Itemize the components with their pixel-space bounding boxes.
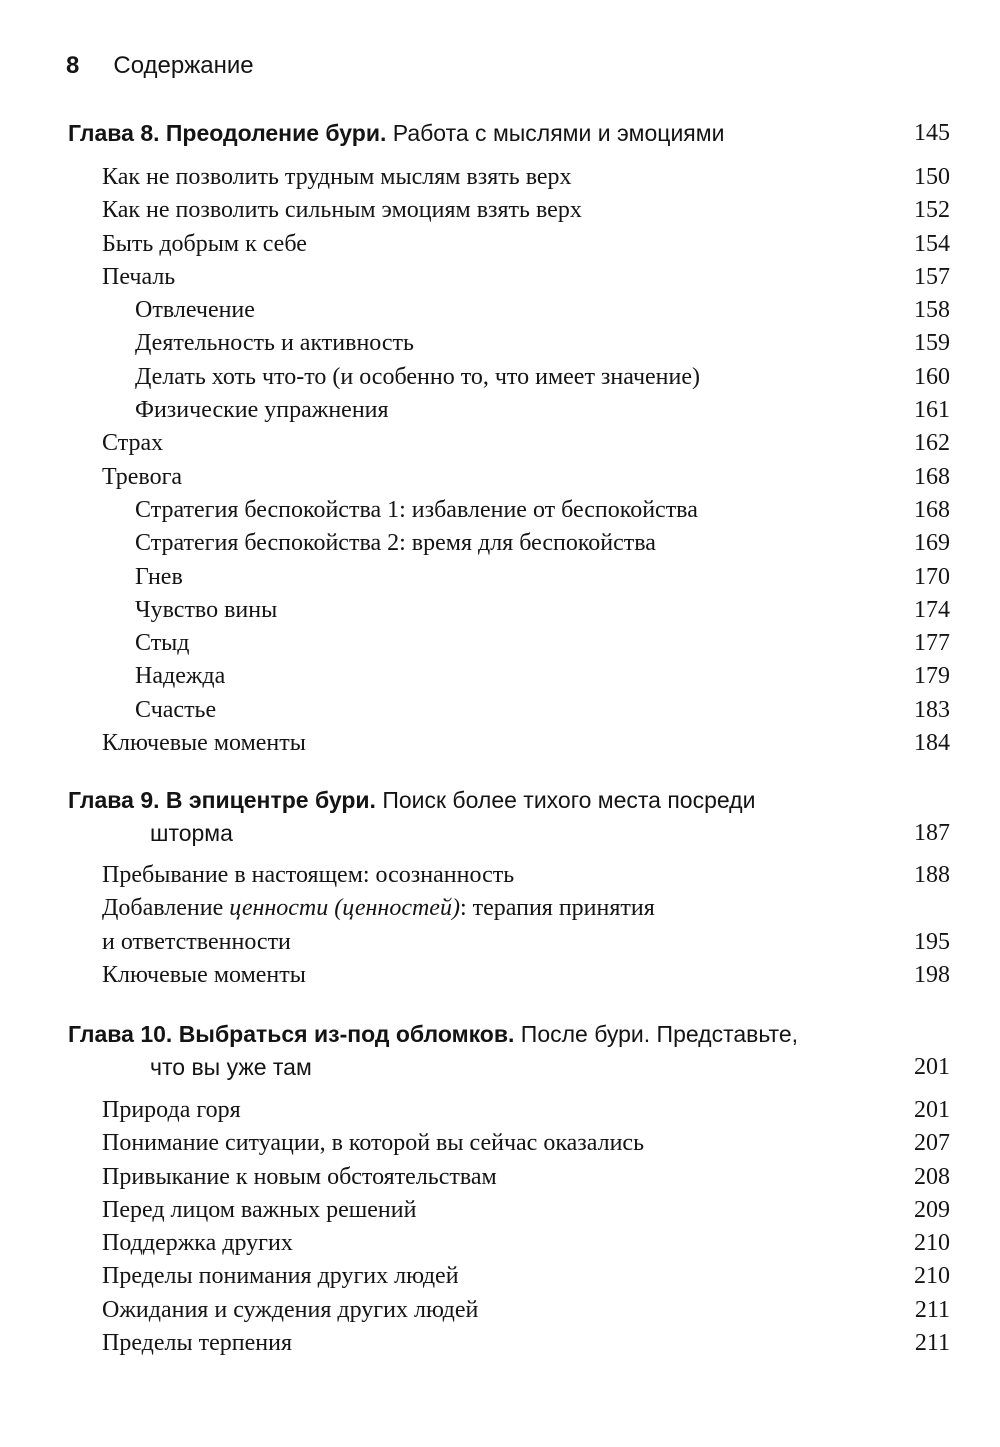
entry-title: Делать хоть что-то (и особенно то, что имеет значение) [135,363,700,390]
toc-entry [102,892,950,925]
entry-page-number: 159 [914,330,950,357]
entry-title: Как не позволить сильным эмоциям взять верх [102,197,582,224]
entry-title: Понимание ситуации, в которой вы сейчас оказались [102,1130,645,1157]
chapter-title: В эпицентре бури. [165,787,376,813]
entry-title: Ключевые моменты [102,961,306,988]
entry-title: Пределы понимания других людей [102,1263,459,1290]
entry-page-number: 150 [914,164,950,190]
entry-page-number: 211 [914,1296,950,1323]
entry-title: Природа горя [102,1097,241,1123]
chapter-label: Глава 9. [68,787,160,813]
entry-page-number: 168 [914,496,950,523]
entry-title-part: : терапия принятия [459,895,655,922]
entry-page-number: 161 [914,397,950,424]
toc-subentry [102,294,950,327]
chapter-heading-line [68,1018,950,1051]
chapter-label: Глава 8. [68,120,160,146]
entry-page-number: 158 [914,297,950,324]
chapter-page-number: 187 [914,820,950,846]
running-header [66,50,254,82]
chapter-10-entries [102,1094,950,1360]
toc-entry [102,727,950,760]
chapter-label: Глава 10. [68,1021,173,1047]
entry-title: Стратегия беспокойства 1: избавление от беспокойства [135,496,698,523]
entry-title: Гнев [135,563,183,590]
toc-subentry [102,361,950,394]
toc-entry [102,228,950,261]
toc-subentry [102,594,950,627]
entry-title: Страх [102,430,164,457]
toc-entry [102,427,950,460]
entry-page-number: 169 [914,530,950,557]
entry-page-number: 160 [914,363,950,390]
chapter-title: Преодоление бури. [165,120,387,146]
chapter-heading-line [68,784,950,817]
entry-title: Быть добрым к себе [102,230,307,257]
chapter-heading-line [68,117,950,150]
chapter-8-entries [102,161,950,760]
chapter-subtitle-continued: что вы уже там [150,1054,312,1080]
entry-page-number: 157 [914,263,950,290]
toc-entry [102,1227,950,1260]
entry-page-number: 210 [914,1230,950,1257]
chapter-10-heading [68,1018,950,1084]
entry-title: Надежда [135,663,226,690]
toc-entry [102,261,950,294]
entry-title: Стратегия беспокойства 2: время для беспокойства [135,530,656,557]
entry-title: Отвлечение [135,297,255,324]
entry-page-number: 208 [914,1163,950,1190]
entry-page-number: 152 [914,197,950,224]
entry-title: Пределы терпения [102,1330,292,1357]
entry-title: Печаль [102,263,176,290]
toc-entry [102,1094,950,1127]
entry-title: Стыд [135,630,190,657]
toc-subentry [102,694,950,727]
toc-entry [102,926,950,959]
entry-title: Ключевые моменты [102,730,306,757]
entry-title: Как не позволить трудным мыслям взять верх [102,164,572,190]
chapter-subtitle: Поиск более тихого места посреди [382,787,756,813]
entry-title: Тревога [102,463,183,490]
toc-entry [102,1260,950,1293]
entry-page-number: 162 [914,430,950,457]
entry-title: Деятельность и активность [135,330,414,357]
chapter-page-number: 201 [914,1054,950,1080]
entry-page-number: 195 [914,928,950,955]
entry-title: Поддержка других [102,1230,293,1257]
entry-title: Физические упражнения [135,397,389,424]
toc-entry [102,194,950,227]
toc-entry [102,461,950,494]
entry-page-number: 198 [914,961,950,988]
running-title: Содержание [113,52,254,79]
chapter-subtitle-continued: шторма [150,820,233,846]
toc-subentry [102,327,950,360]
toc-entry [102,1127,950,1160]
toc-subentry [102,494,950,527]
chapter-8-heading [68,117,950,150]
entry-title: Ожидания и суждения других людей [102,1296,479,1323]
entry-title-continued: и ответственности [102,928,291,955]
entry-title-italic: ценности (ценностей) [229,895,460,922]
chapter-9-heading [68,784,950,850]
entry-page-number: 154 [914,230,950,257]
entry-page-number: 168 [914,463,950,490]
entry-page-number: 183 [914,696,950,723]
toc-entry [102,1161,950,1194]
toc-entry [102,959,950,992]
chapter-subtitle: После бури. Представьте, [520,1021,798,1047]
chapter-subtitle: Работа с мыслями и эмоциями [392,120,725,146]
entry-page-number: 184 [914,730,950,757]
entry-title: Привыкание к новым обстоятельствам [102,1163,497,1190]
entry-page-number: 177 [914,630,950,657]
toc-entry [102,1327,950,1360]
entry-title: Пребывание в настоящем: осознанность [102,862,515,888]
entry-page-number: 179 [914,663,950,690]
entry-page-number: 210 [914,1263,950,1290]
toc-entry [102,1294,950,1327]
entry-title: Счастье [135,696,217,723]
entry-title: Перед лицом важных решений [102,1196,417,1223]
toc-subentry [102,660,950,693]
chapter-heading-line [68,817,950,850]
entry-page-number: 188 [914,862,950,888]
chapter-heading-line [68,1051,950,1084]
toc-subentry [102,627,950,660]
chapter-title: Выбраться из-под обломков. [178,1021,515,1047]
toc-subentry [102,394,950,427]
toc-subentry [102,561,950,594]
entry-title-part: Добавление [102,895,230,922]
toc-entry [102,161,950,194]
chapter-9-entries [102,859,950,992]
toc-entry [102,1194,950,1227]
entry-page-number: 211 [914,1330,950,1357]
entry-page-number: 209 [914,1196,950,1223]
page-number: 8 [66,52,80,79]
toc-entry [102,859,950,892]
entry-page-number: 201 [914,1097,950,1123]
toc-subentry [102,527,950,560]
entry-page-number: 174 [914,596,950,623]
entry-page-number: 207 [914,1130,950,1157]
chapter-page-number: 145 [914,120,950,146]
entry-title: Чувство вины [135,596,278,623]
entry-page-number: 170 [914,563,950,590]
